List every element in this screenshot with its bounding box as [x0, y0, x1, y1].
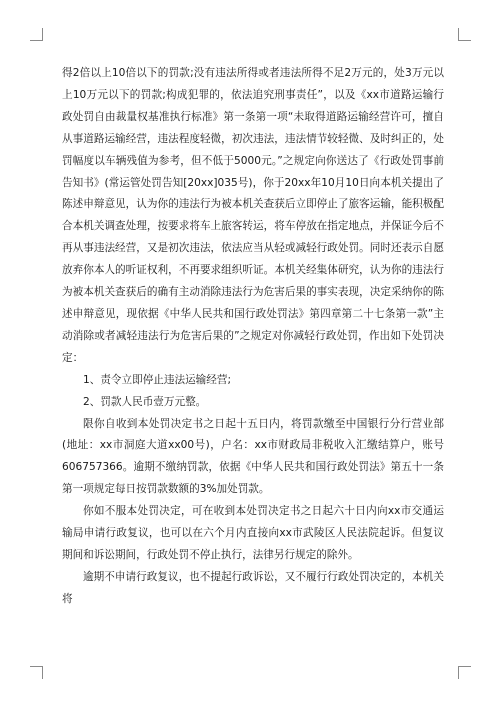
crop-mark-bottom-left — [30, 666, 43, 679]
document-body — [62, 63, 444, 611]
paragraph-legal-basis: 得2倍以上10倍以下的罚款;没有违法所得或者违法所得不足2万元的，处3万元以上10万元以下的罚款;构成犯罪的，依法追究刑事责任”，以及《xx市道路运输行政处罚自由裁量权基准执行标准》第一条第一项“未取得道路运输经营许可，擅自从事道路运输经营，违法程度轻微，初次违法，违法情节较轻微、及时纠正的，处罚幅度以车辆残值为参考，但不低于5000元。”之规定向你送达了《行政处罚事前告知书》(常运管处罚告知[20xx]035号)，你于20xx年10月10日向本机关提出了陈述申辩意见，认为你的违法行为被本机关查获后立即停止了旅客运输，能积极配合本机关调查处理，按要求将车上旅客转运，将车停放在指定地点，并保证今后不再从事违法经营，又是初次违法，依法应当从轻或减轻行政处罚。同时还表示自愿放弃你本人的听证权利，不再要求组织听证。本机关经集体研究，认为你的违法行为被本机关查获后的确有主动消除违法行为危害后果的事实表现，决定采纳你的陈述申辩意见，现依据《中华人民共和国行政处罚法》第四章第二十七条第一款”主动消除或者减轻违法行为危害后果的”之规定对你减轻行政处罚，作出如下处罚决定： — [62, 67, 444, 364]
paragraph-payment-instructions: 限你自收到本处罚决定书之日起十五日内，将罚款缴至中国银行分行营业部(地址：xx市洞庭大道xx00号)，户名：xx市财政局非税收入汇缴结算户，账号606757366。逾期不缴纳罚款，依据《中华人民共和国行政处罚法》第五十一条第一项规定每日按罚款数额的3%加处罚款。 — [62, 417, 444, 496]
paragraph-appeal-rights: 你如不服本处罚决定，可在收到本处罚决定书之日起六十日内向xx市交通运输局申请行政复议，也可以在六个月内直接向xx市武陵区人民法院起诉。但复议期间和诉讼期间，行政处罚不停止执行，法律另行规定的除外。 — [62, 505, 444, 561]
crop-mark-bottom-right — [458, 666, 471, 679]
paragraph-decision-item-2: 2、罚款人民币壹万元整。 — [83, 395, 207, 408]
paragraph-enforcement: 逾期不申请行政复议，也不提起行政诉讼，又不履行行政处罚决定的，本机关将 — [62, 570, 444, 605]
crop-mark-top-left — [30, 28, 43, 41]
paragraph-decision-item-1: 1、责令立即停止违法运输经营; — [83, 373, 232, 386]
crop-mark-top-right — [458, 28, 471, 41]
